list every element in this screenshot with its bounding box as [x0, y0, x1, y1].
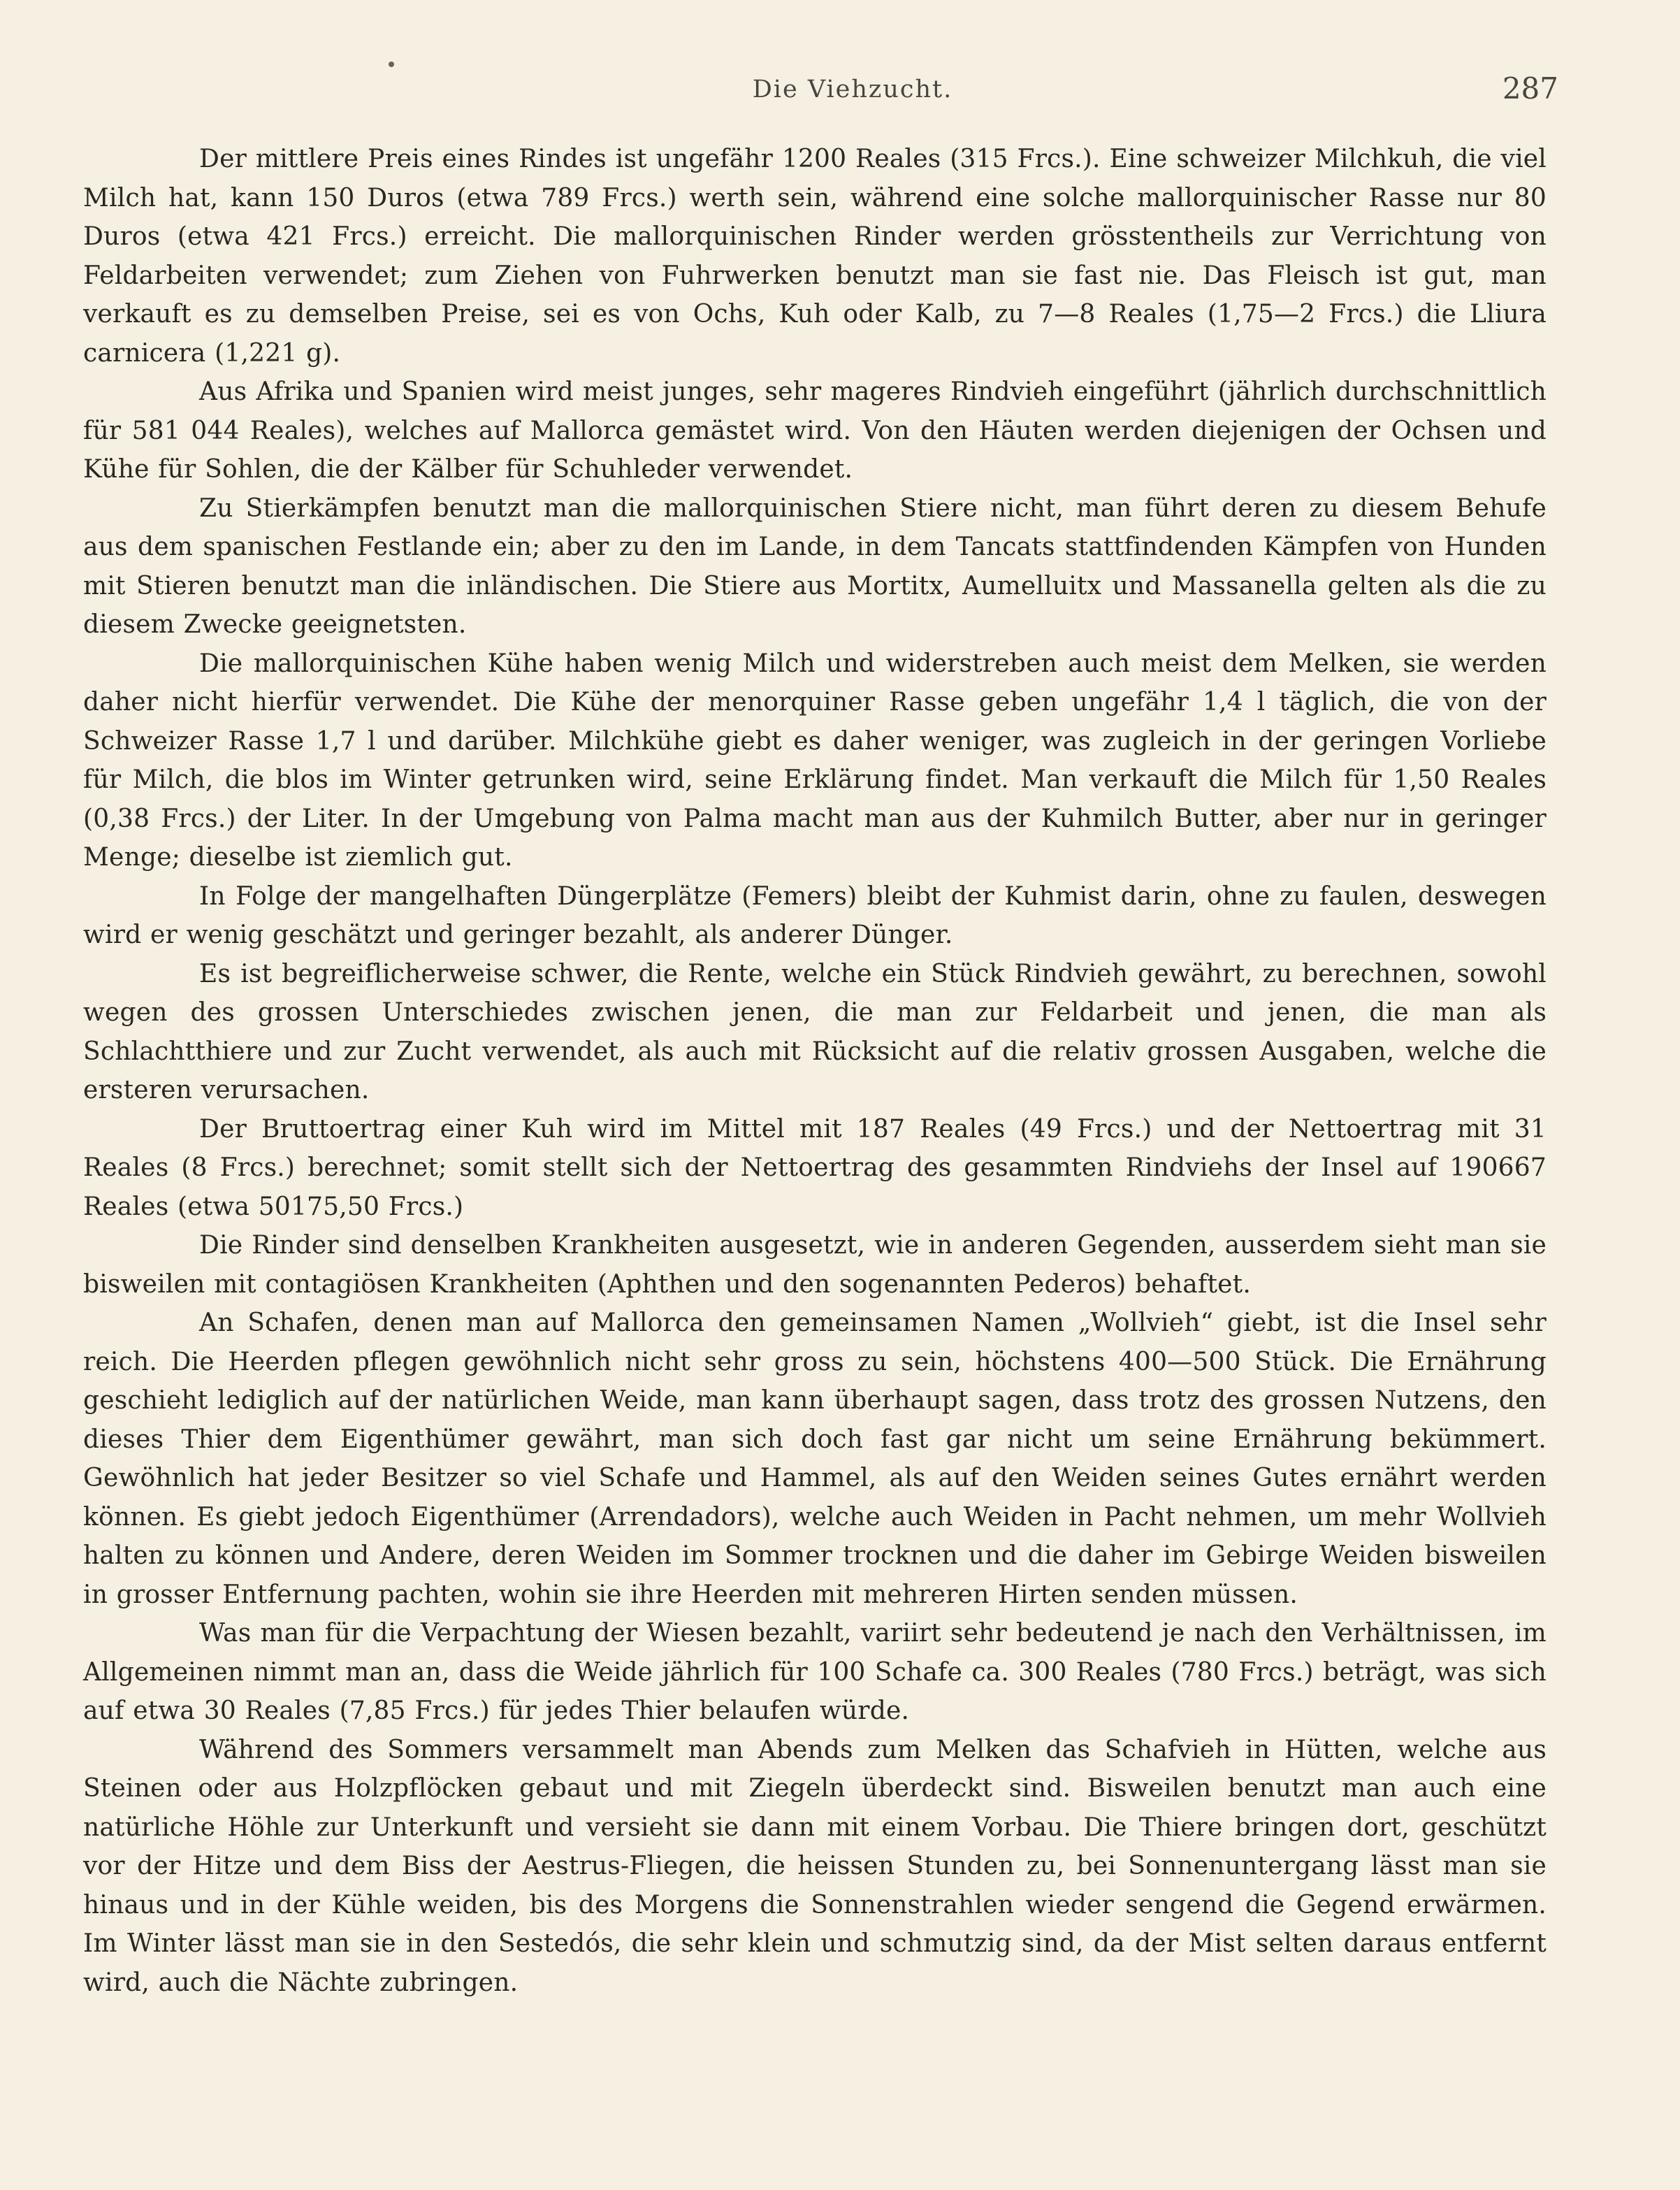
page-number: 287 — [1502, 71, 1558, 106]
paragraph: Die mallorquinischen Kühe haben wenig Milch und widerstreben auch meist dem Melken, sie werden daher nicht hierfür verwendet. Die Kühe der menorquiner Rasse geben ungefähr 1,4 l täglich, die von der Schweizer Rasse 1,7 l und darüber. Milchkühe giebt es daher weniger, was zugleich in der geringen Vorliebe für Milch, die blos im Winter getrunken wird, seine Erklärung findet. Man verkauft die Milch für 1,50 Reales (0,38 Frcs.) der Liter. In der Umgebung von Palma macht man aus der Kuhmilch Butter, aber nur in geringer Menge; dieselbe ist ziemlich gut. — [83, 649, 1547, 872]
print-speck — [389, 62, 394, 67]
page-header — [84, 71, 1558, 117]
paragraph: Es ist begreiflicherweise schwer, die Rente, welche ein Stück Rindvieh gewährt, zu berechnen, sowohl wegen des grossen Unterschiedes zwischen jenen, die man zur Feldarbeit und jenen, die man als Schlachtthiere und zur Zucht verwendet, als auch mit Rücksicht auf die relativ grossen Ausgaben, welche die ersteren verursachen. — [83, 959, 1547, 1104]
running-head: Die Viehzucht. — [752, 75, 953, 103]
paragraph: Zu Stierkämpfen benutzt man die mallorquinischen Stiere nicht, man führt deren zu diesem Behufe aus dem spanischen Festlande ein; aber zu den im Lande, in dem Tancats stattfindenden Kämpfen von Hunden mit Stieren benutzt man die inländischen. Die Stiere aus Mortitx, Aumelluitx und Massanella gelten als die zu diesem Zwecke geeignetsten. — [83, 494, 1547, 639]
paragraph: In Folge der mangelhaften Düngerplätze (Femers) bleibt der Kuhmist darin, ohne zu faulen, deswegen wird er wenig geschätzt und geringer bezahlt, als anderer Dünger. — [83, 881, 1547, 949]
paragraph: Während des Sommers versammelt man Abends zum Melken das Schafvieh in Hütten, welche aus Steinen oder aus Holzpflöcken gebaut und mit Ziegeln überdeckt sind. Bisweilen benutzt man auch eine natürliche Höhle zur Unterkunft und versieht sie dann mit einem Vorbau. Die Thiere bringen dort, geschützt vor der Hitze und dem Biss der Aestrus-Fliegen, die heissen Stunden zu, bei Sonnenuntergang lässt man sie hinaus und in der Kühle weiden, bis des Morgens die Sonnenstrahlen wieder sengend die Gegend erwärmen. Im Winter lässt man sie in den Sestedós, die sehr klein und schmutzig sind, da der Mist selten daraus entfernt wird, auch die Nächte zubringen. — [83, 1735, 1547, 1997]
paragraph: Was man für die Verpachtung der Wiesen bezahlt, variirt sehr bedeutend je nach den Verhältnissen, im Allgemeinen nimmt man an, dass die Weide jährlich für 100 Schafe ca. 300 Reales (780 Frcs.) beträgt, was sich auf etwa 30 Reales (7,85 Frcs.) für jedes Thier belaufen würde. — [83, 1619, 1547, 1725]
paragraph: Der Bruttoertrag einer Kuh wird im Mittel mit 187 Reales (49 Frcs.) und der Nettoertrag mit 31 Reales (8 Frcs.) berechnet; somit stellt sich der Nettoertrag des gesammten Rindviehs der Insel auf 190667 Reales (etwa 50175,50 Frcs.) — [83, 1114, 1547, 1221]
paragraph: Der mittlere Preis eines Rindes ist ungefähr 1200 Reales (315 Frcs.). Eine schweizer Milchkuh, die viel Milch hat, kann 150 Duros (etwa 789 Frcs.) werth sein, während eine solche mallorquinischer Rasse nur 80 Duros (etwa 421 Frcs.) erreicht. Die mallorquinischen Rinder werden grösstentheils zur Verrichtung von Feldarbeiten verwendet; zum Ziehen von Fuhrwerken benutzt man sie fast nie. Das Fleisch ist gut, man verkauft es zu demselben Preise, sei es von Ochs, Kuh oder Kalb, zu 7—8 Reales (1,75—2 Frcs.) die Lliura carnicera (1,221 g). — [83, 145, 1547, 368]
paragraph: Aus Afrika und Spanien wird meist junges, sehr mageres Rindvieh eingeführt (jährlich durchschnittlich für 581 044 Reales), welches auf Mallorca gemästet wird. Von den Häuten werden diejenigen der Ochsen und Kühe für Sohlen, die der Kälber für Schuhleder verwendet. — [83, 377, 1547, 484]
body-text — [83, 140, 1547, 2002]
paragraph: An Schafen, denen man auf Mallorca den gemeinsamen Namen „Wollvieh“ giebt, ist die Insel sehr reich. Die Heerden pflegen gewöhnlich nicht sehr gross zu sein, höchstens 400—500 Stück. Die Ernährung geschieht lediglich auf der natürlichen Weide, man kann überhaupt sagen, dass trotz des grossen Nutzens, den dieses Thier dem Eigenthümer gewährt, man sich doch fast gar nicht um seine Ernährung bekümmert. Gewöhnlich hat jeder Besitzer so viel Schafe und Hammel, als auf den Weiden seines Gutes ernährt werden können. Es giebt jedoch Eigenthümer (Arrendadors), welche auch Weiden in Pacht nehmen, um mehr Wollvieh halten zu können und Andere, deren Weiden im Sommer trocknen und die daher im Gebirge Weiden bisweilen in grosser Entfernung pachten, wohin sie ihre Heerden mit mehreren Hirten senden müssen. — [83, 1309, 1547, 1609]
paragraph: Die Rinder sind denselben Krankheiten ausgesetzt, wie in anderen Gegenden, ausserdem sieht man sie bisweilen mit contagiösen Krankheiten (Aphthen und den sogenannten Pederos) behaftet. — [83, 1231, 1547, 1299]
